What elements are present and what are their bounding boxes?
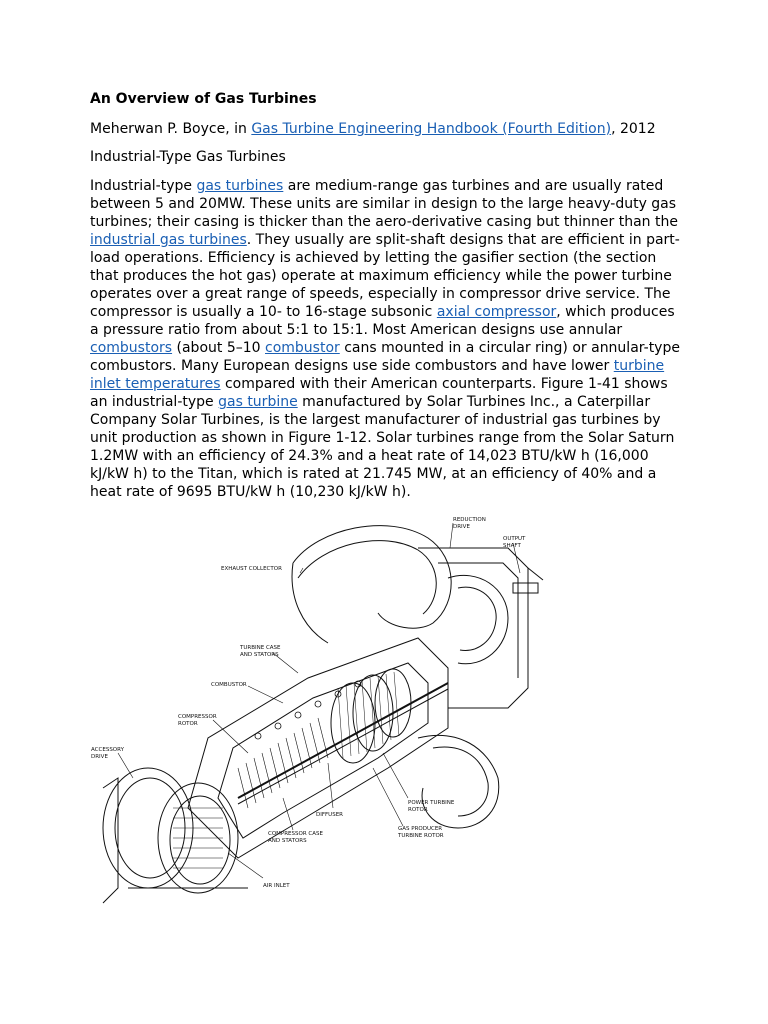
label-compressor-case: COMPRESSOR CASE [268, 831, 323, 837]
label-combustor: COMBUSTOR [211, 682, 247, 688]
source-link[interactable]: Gas Turbine Engineering Handbook (Fourth Edition) [251, 121, 612, 137]
year-text: , 2012 [611, 121, 656, 137]
paragraph-text: compared with their American counterparts. Figure 1-41 shows an industrial-type [90, 376, 668, 410]
label-turbine-case: TURBINE CASE [240, 645, 281, 651]
link-gas-turbines[interactable]: gas turbines [196, 178, 284, 194]
label-power-turbine-rotor: POWER TURBINE [408, 800, 455, 806]
paragraph-text: cans mounted in a circular ring) or annular-type combustors. Many European designs use side combustors and have lower [90, 340, 680, 374]
gas-turbine-cutaway-figure [88, 508, 548, 918]
author-text: Meherwan P. Boyce, in [90, 121, 252, 137]
link-combustor[interactable]: combustor [265, 340, 340, 356]
label-turbine-case: AND STATORS [240, 652, 279, 658]
paragraph-text: manufactured by Solar Turbines Inc., a Caterpillar Company Solar Turbines, is the largest manufacturer of industrial gas turbines by unit production as shown in Figure 1-12. Solar turbines range from the Solar Saturn 1.2MW with an efficiency of 24.3% and a heat rate of 14,023 BTU/kW h (16,000 kJ/kW h) to the Titan, which is rated at 21.745 MW, at an efficiency of 40% and a heat rate of 9695 BTU/kW h (10,230 kJ/kW h). [90, 394, 675, 500]
link-axial-compressor[interactable]: axial compressor [436, 304, 557, 320]
label-gas-producer-turbine-rotor: TURBINE ROTOR [398, 833, 444, 839]
label-accessory-drive: DRIVE [91, 754, 108, 760]
label-diffuser: DIFFUSER [316, 812, 343, 818]
turbine-illustration [88, 508, 548, 918]
label-compressor-rotor: ROTOR [178, 721, 198, 727]
label-power-turbine-rotor: ROTOR [408, 807, 428, 813]
label-compressor-rotor: COMPRESSOR [178, 714, 217, 720]
label-compressor-case: AND STATORS [268, 838, 307, 844]
body-paragraph [90, 177, 680, 501]
paragraph-text: , which produces a pressure ratio from about 5:1 to 15:1. Most American designs use annular [90, 304, 675, 338]
link-combustors[interactable]: combustors [90, 340, 173, 356]
paragraph-text: (about 5–10 [172, 340, 265, 356]
link-gas-turbine[interactable]: gas turbine [218, 394, 298, 410]
label-reduction-drive: REDUCTION [453, 517, 486, 523]
paragraph-text: Industrial-type [90, 178, 197, 194]
citation-line [90, 121, 656, 137]
label-reduction-drive: DRIVE [453, 524, 470, 530]
label-exhaust-collector: EXHAUST COLLECTOR [221, 566, 282, 572]
label-accessory-drive: ACCESSORY [91, 747, 124, 753]
link-industrial-gas-turbines[interactable]: industrial gas turbines [90, 232, 247, 248]
label-air-inlet: AIR INLET [263, 883, 290, 889]
link-turbine-inlet-temperatures[interactable]: turbine inlet temperatures [90, 358, 665, 392]
article-title: An Overview of Gas Turbines [90, 91, 317, 107]
label-gas-producer-turbine-rotor: GAS PRODUCER [398, 826, 443, 832]
paragraph-text: . They usually are split-shaft designs that are efficient in part-load operations. Efficiency is achieved by letting the gasifier section (the section that produces the hot gas) operate at maximum efficiency while the power turbine operates over a great range of speeds, especially in compressor drive service. The compressor is usually a 10- to 16-stage subsonic [90, 232, 680, 320]
paragraph-text: are medium-range gas turbines and are usually rated between 5 and 20MW. These units are similar in design to the large heavy-duty gas turbines; their casing is thicker than the aero-derivative casing but thinner than the [90, 178, 678, 230]
label-output-shaft: SHAFT [503, 543, 521, 549]
section-heading: Industrial-Type Gas Turbines [90, 149, 286, 165]
label-output-shaft: OUTPUT [503, 536, 526, 542]
